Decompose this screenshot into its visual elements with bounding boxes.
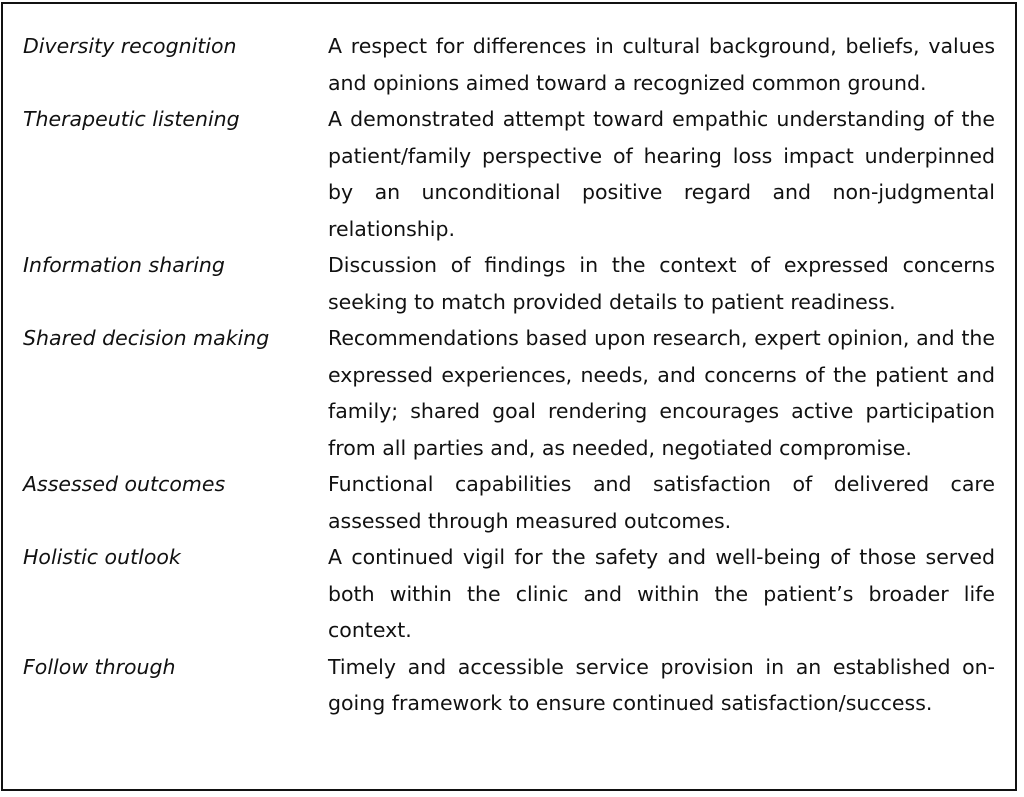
description-cell: A continued vigil for the safety and well-being of those served both within the clinic and within the patient’s broader life context. bbox=[328, 545, 995, 642]
description-cell: A respect for differences in cultural background, beliefs, values and opinions aimed toward a recognized common ground. bbox=[328, 34, 995, 95]
description-cell: Timely and accessible service provision in an established on-going framework to ensure continued satisfaction/success. bbox=[328, 654, 995, 715]
table-row bbox=[23, 539, 995, 649]
term-cell: Holistic outlook bbox=[23, 545, 181, 569]
description-cell: A demonstrated attempt toward empathic understanding of the patient/family perspective of hearing loss impact underpinned by an unconditional positive regard and non-judgmental relationship. bbox=[328, 107, 995, 241]
table-row bbox=[23, 101, 995, 247]
table-row bbox=[23, 247, 995, 320]
term-cell: Diversity recognition bbox=[23, 34, 237, 58]
table-row bbox=[23, 466, 995, 539]
term-cell: Assessed outcomes bbox=[23, 472, 226, 496]
description-cell: Functional capabilities and satisfaction of delivered care assessed through measured outcomes. bbox=[328, 472, 995, 533]
term-cell: Follow through bbox=[23, 654, 176, 679]
term-cell: Therapeutic listening bbox=[23, 107, 240, 131]
table-row bbox=[23, 28, 995, 101]
description-cell: Discussion of findings in the context of expressed concerns seeking to match provided details to patient readiness. bbox=[328, 253, 995, 314]
table-row bbox=[23, 320, 995, 466]
table-row bbox=[23, 649, 995, 722]
description-cell: Recommendations based upon research, expert opinion, and the expressed experiences, needs, and concerns of the patient and family; shared goal rendering encourages active participation from all parties and, as needed, negotiated compromise. bbox=[328, 326, 995, 460]
term-cell: Information sharing bbox=[23, 253, 225, 277]
definitions-table-frame bbox=[1, 2, 1017, 791]
term-cell: Shared decision making bbox=[23, 326, 270, 350]
definitions-table bbox=[23, 28, 995, 722]
